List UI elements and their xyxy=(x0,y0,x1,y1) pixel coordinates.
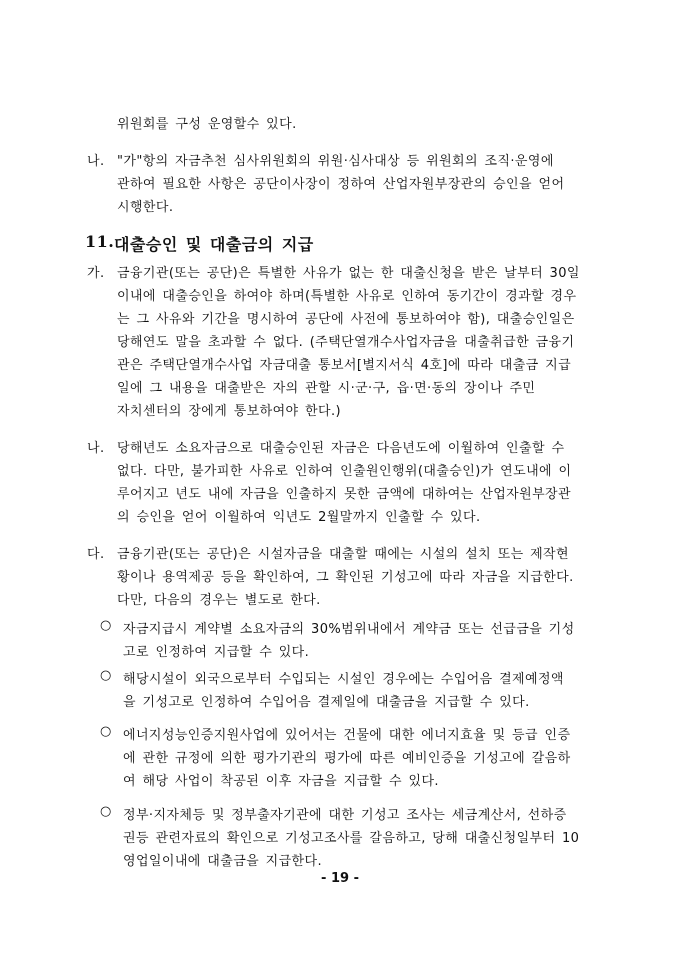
para-line: 시행한다. xyxy=(117,200,174,215)
bullet-circle-icon: ○ xyxy=(100,804,112,819)
bullet-line: 을 기성고로 인정하여 수입어음 결제일에 대출금을 지급할 수 있다. xyxy=(123,695,530,710)
para-line: 자치센터의 장에게 통보하여야 한다.) xyxy=(117,404,341,419)
bullet-line: 고로 인정하여 지급할 수 있다. xyxy=(123,645,310,660)
section-number: 11. xyxy=(85,232,115,251)
bullet-circle-icon: ○ xyxy=(100,668,112,683)
para-marker: 가. xyxy=(87,266,105,281)
para-line: 의 승인을 얻어 이월하여 익년도 2월말까지 인출할 수 있다. xyxy=(117,510,481,525)
para-line: 없다. 다만, 불가피한 사유로 인하여 인출원인행위(대출승인)가 연도내에 이 xyxy=(117,464,572,479)
para-line: 는 그 사유와 기간을 명시하여 공단에 사전에 통보하여야 함), 대출승인일은 xyxy=(117,312,575,327)
para-line: 관하여 필요한 사항은 공단이사장이 정하여 산업자원부장관의 승인을 얻어 xyxy=(117,177,565,192)
section-title: 대출승인 및 대출금의 지급 xyxy=(114,235,314,254)
bullet-line: 해당시설이 외국으로부터 수입되는 시설인 경우에는 수입어음 결제예정액 xyxy=(123,672,564,687)
para-marker: 나. xyxy=(87,441,105,456)
intro-line: 위원회를 구성 운영할수 있다. xyxy=(117,117,297,132)
bullet-line: 여 해당 사업이 착공된 이후 자금을 지급할 수 있다. xyxy=(123,774,439,789)
para-marker: 나. xyxy=(87,154,105,169)
page-number: - 19 - xyxy=(321,871,359,886)
para-line: "가"항의 자금추천 심사위원회의 위원·심사대상 등 위원회의 조직·운영에 xyxy=(117,154,554,169)
para-line: 황이나 용역제공 등을 확인하여, 그 확인된 기성고에 따라 자금을 지급한다. xyxy=(117,570,574,585)
bullet-circle-icon: ○ xyxy=(100,724,112,739)
para-line: 루어지고 년도 내에 자금을 인출하지 못한 금액에 대하여는 산업자원부장관 xyxy=(117,487,571,502)
bullet-line: 영업일이내에 대출금을 지급한다. xyxy=(123,854,323,869)
para-line: 금융기관(또는 공단)은 시설자금을 대출할 때에는 시설의 설치 또는 제작현 xyxy=(117,547,569,562)
bullet-line: 자금지급시 계약별 소요자금의 30%범위내에서 계약금 또는 선급금을 기성 xyxy=(123,622,575,637)
bullet-line: 에 관한 규정에 의한 평가기관의 평가에 따른 예비인증을 기성고에 갈음하 xyxy=(123,751,571,766)
bullet-circle-icon: ○ xyxy=(100,618,112,633)
para-line: 당해년도 소요자금으로 대출승인된 자금은 다음년도에 이월하여 인출할 수 xyxy=(117,441,565,456)
bullet-line: 에너지성능인증지원사업에 있어서는 건물에 대한 에너지효율 및 등급 인증 xyxy=(123,728,571,743)
para-line: 일에 그 내용을 대출받은 자의 관할 시·군·구, 읍·면·동의 장이나 주민 xyxy=(117,381,536,396)
para-marker: 다. xyxy=(87,547,105,562)
para-line: 이내에 대출승인을 하여야 하며(특별한 사유로 인하여 동기간이 경과할 경우 xyxy=(117,289,577,304)
para-line: 금융기관(또는 공단)은 특별한 사유가 없는 한 대출신청을 받은 날부터 30일 xyxy=(117,266,580,281)
para-line: 다만, 다음의 경우는 별도로 한다. xyxy=(117,593,321,608)
para-line: 관은 주택단열개수사업 자금대출 통보서[별지서식 4호]에 따라 대출금 지급 xyxy=(117,358,572,373)
para-line: 당해연도 말을 초과할 수 없다. (주택단열개수사업자금을 대출취급한 금융기 xyxy=(117,335,575,350)
bullet-line: 정부·지자체등 및 정부출자기관에 대한 기성고 조사는 세금계산서, 선하증 xyxy=(123,808,567,823)
bullet-line: 권등 관련자료의 확인으로 기성고조사를 갈음하고, 당해 대출신청일부터 10 xyxy=(123,831,580,846)
